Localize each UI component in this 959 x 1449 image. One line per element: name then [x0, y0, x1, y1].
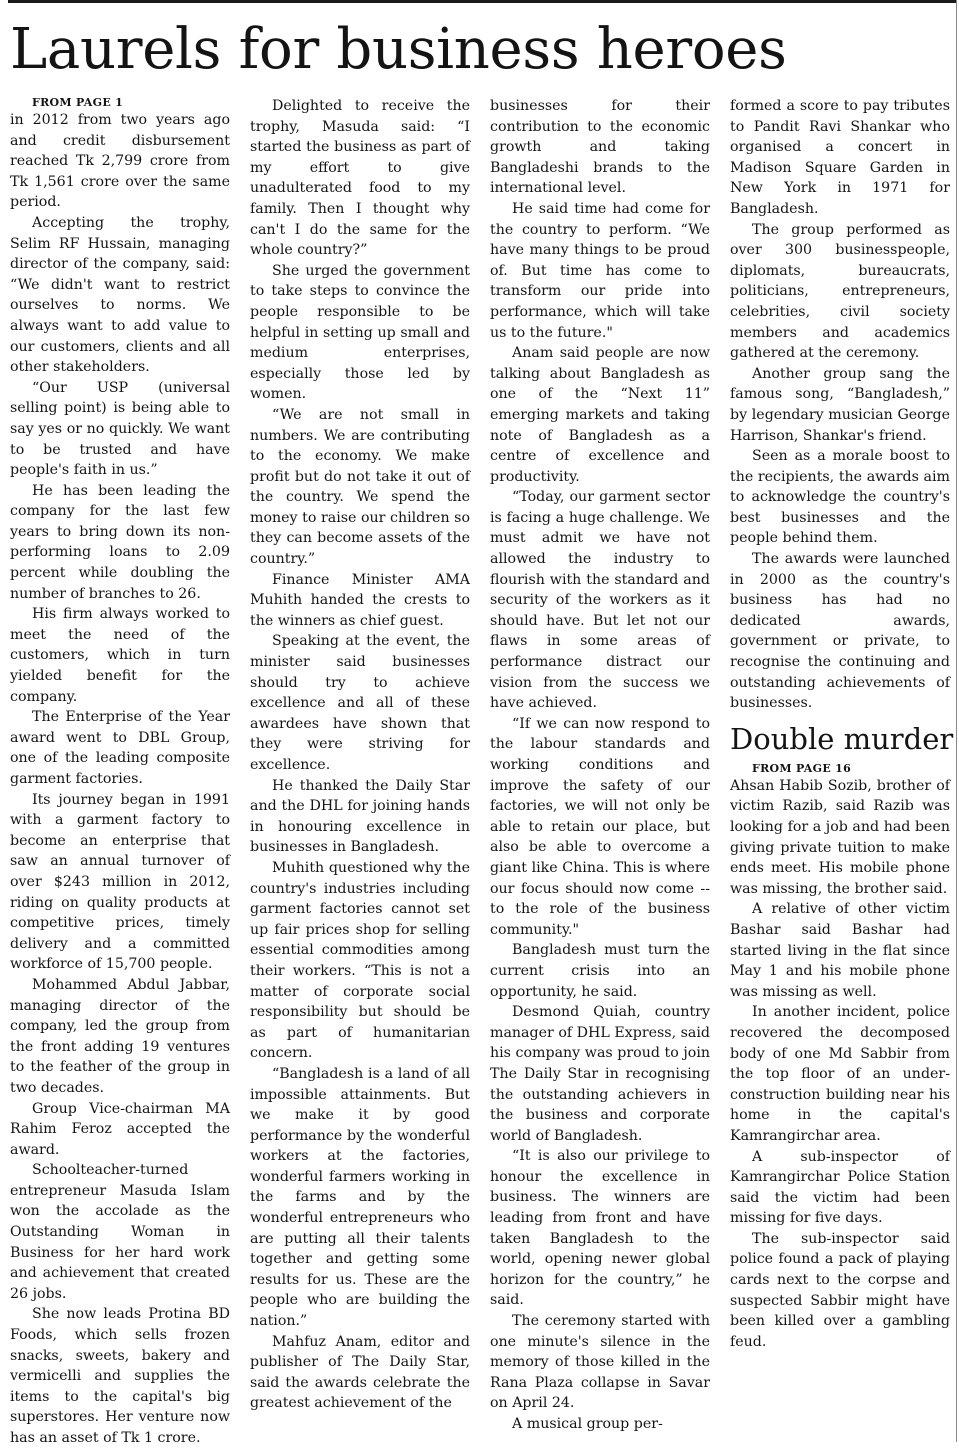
article-column-3	[490, 96, 710, 1435]
paragraph: She urged the government to take steps to convince the people responsible to be helpful in setting up small and medium enterprises, especially those led by women.	[250, 262, 470, 403]
paragraph: The awards were launched in 2000 as the country's business has had no dedicated awards, government or private, to recognise the continuing and outstanding achievements of businesses.	[730, 551, 950, 712]
article-column-2	[250, 96, 470, 1414]
paragraph: She now leads Protina BD Foods, which sells frozen snacks, sweets, bakery and vermicelli and supplies the items to the capital's big superstores. Her venture now has an asset of Tk 1 crore.	[10, 1306, 230, 1446]
paragraph: His firm always worked to meet the need of the customers, which in turn yielded benefit for the company.	[10, 606, 230, 705]
paragraph: “If we can now respond to the labour standards and working conditions and improve the safety of our factories, we will not only be able to retain our place, but also be able to overcome a giant like China. This is where our focus should now come -- to the role of the business community."	[490, 715, 710, 938]
paragraph: “Bangladesh is a land of all impossible attainments. But we make it by good performance by the wonderful workers at the factories, wonderful farmers working in the farms and by the wonderful entrepreneurs who are putting all their talents together and getting some results for us. These are the people who are building the nation.”	[250, 1065, 470, 1330]
paragraph: Another group sang the famous song, “Bangladesh,” by legendary musician George Harrison, Shankar's friend.	[730, 365, 950, 444]
paragraph: in 2012 from two years ago and credit disbursement reached Tk 2,799 crore from Tk 1,561 crore over the same period.	[10, 112, 230, 211]
paragraph: Desmond Quiah, country manager of DHL Express, said his company was proud to join The Daily Star in recognising the outstanding achievers in the business and corporate world of Bangladesh.	[490, 1004, 710, 1144]
column-rule	[956, 0, 957, 1442]
paragraph: Anam said people are now talking about Bangladesh as one of the “Next 11” emerging markets and taking note of Bangladesh as a centre of excellence and productivity.	[490, 345, 710, 485]
paragraph: “Today, our garment sector is facing a huge challenge. We must admit we have not allowed the industry to flourish with the standard and security of the workers as it should have. But let not our flaws in some areas of performance distract our vision from the success we have achieved.	[490, 489, 710, 712]
paragraph: Finance Minister AMA Muhith handed the crests to the winners as chief guest.	[250, 571, 470, 629]
paragraph: Schoolteacher-turned entrepreneur Masuda Islam won the accolade as the Outstanding Woman in Business for her hard work and achievement that created 26 jobs.	[10, 1162, 230, 1302]
article-column-1	[10, 96, 230, 1449]
paragraph: In another incident, police recovered the decomposed body of one Md Sabbir from the top floor of an under-construction building near his home in the capital's Kamrangirchar area.	[730, 1004, 950, 1144]
paragraph: He said time had come for the country to perform. “We have many things to be proud of. But time has come to transform our pride into performance, which will take us to the future."	[490, 200, 710, 341]
paragraph: The Enterprise of the Year award went to DBL Group, one of the leading composite garment factories.	[10, 709, 230, 787]
paragraph: Mahfuz Anam, editor and publisher of The Daily Star, said the awards celebrate the greatest achievement of the	[250, 1333, 470, 1412]
paragraph: Its journey began in 1991 with a garment factory to become an enterprise that saw an annual turnover of over $243 million in 2012, riding on quality products at competitive prices, timely delivery and a committed workforce of 15,700 people.	[10, 791, 230, 973]
top-rule	[8, 0, 957, 3]
paragraph: The group performed as over 300 businesspeople, diplomats, bureaucrats, politicians, entrepreneurs, celebrities, civil society members and academics gathered at the ceremony.	[730, 221, 950, 362]
paragraph: The sub-inspector said police found a pack of playing cards next to the corpse and suspected Sabbir might have been killed over a gambling feud.	[730, 1230, 950, 1350]
paragraph: Accepting the trophy, Selim RF Hussain, managing director of the company, said: “We didn't want to restrict ourselves to norms. We always want to add value to our customers, clients and all other stakeholders.	[10, 214, 230, 376]
paragraph: businesses for their contribution to the economic growth and taking Bangladeshi brands to the international level.	[490, 98, 710, 197]
paragraph: “We are not small in numbers. We are contributing to the economy. We make profit but do not take it out of the country. We spend the money to raise our children so they can become assets of the country.”	[250, 406, 470, 568]
paragraph: Speaking at the event, the minister said businesses should try to achieve excellence and all of these awardees have shown that they were striving for excellence.	[250, 633, 470, 773]
paragraph: The ceremony started with one minute's silence in the memory of those killed in the Rana Plaza collapse in Savar on April 24.	[490, 1313, 710, 1412]
paragraph: Muhith questioned why the country's industries including garment factories cannot set up fair prices shop for selling essential commodities among their workers. “This is not a matter of corporate social responsibility but should be as part of humanitarian concern.	[250, 859, 470, 1062]
paragraph: Seen as a morale boost to the recipients, the awards aim to acknowledge the country's best businesses and the people behind them.	[730, 448, 950, 547]
paragraph: Group Vice-chairman MA Rahim Feroz accepted the award.	[10, 1100, 230, 1158]
paragraph: Delighted to receive the trophy, Masuda said: “I started the business as part of my effort to give unadulterated food to my family. Then I thought why can't I do the same for the whole country?”	[250, 98, 470, 259]
paragraph: A sub-inspector of Kamrangirchar Police Station said the victim had been missing for five days.	[730, 1148, 950, 1227]
paragraph: formed a score to pay tributes to Pandit Ravi Shankar who organised a concert in Madison Square Garden in New York in 1971 for Bangladesh.	[730, 98, 950, 217]
paragraph: Mohammed Abdul Jabbar, managing director of the company, led the group from the front adding 19 ventures to the feather of the group in two decades.	[10, 976, 230, 1096]
double-murder-headline: Double murder	[730, 721, 954, 756]
article-column-4	[730, 96, 954, 1352]
paragraph: He has been leading the company for the last few years to bring down its non-performing loans to 2.09 percent while doubling the number of branches to 26.	[10, 482, 230, 602]
paragraph: “Our USP (universal selling point) is being able to say yes or no quickly. We want to be trusted and have people's faith in us.”	[10, 379, 230, 479]
paragraph: A musical group per-	[512, 1416, 663, 1432]
paragraph: Ahsan Habib Sozib, brother of victim Razib, said Razib was looking for a job and had been giving private tuition to make ends meet. His mobile phone was missing, the brother said.	[730, 777, 950, 897]
paragraph: A relative of other victim Bashar said Bashar had started living in the flat since May 1 and his mobile phone was missing as well.	[730, 901, 950, 1000]
kicker: FROM PAGE 1	[32, 96, 124, 109]
headline: Laurels for business heroes	[10, 17, 787, 82]
paragraph: “It is also our privilege to honour the excellence in business. The winners are leading from front and have taken Bangladesh to the world, opening newer global horizon for the country,” he said.	[490, 1148, 710, 1309]
kicker: FROM PAGE 16	[752, 761, 852, 775]
paragraph: Bangladesh must turn the current crisis into an opportunity, he said.	[490, 942, 710, 1000]
paragraph: He thanked the Daily Star and the DHL for joining hands in honouring excellence in businesses in Bangladesh.	[250, 777, 470, 856]
